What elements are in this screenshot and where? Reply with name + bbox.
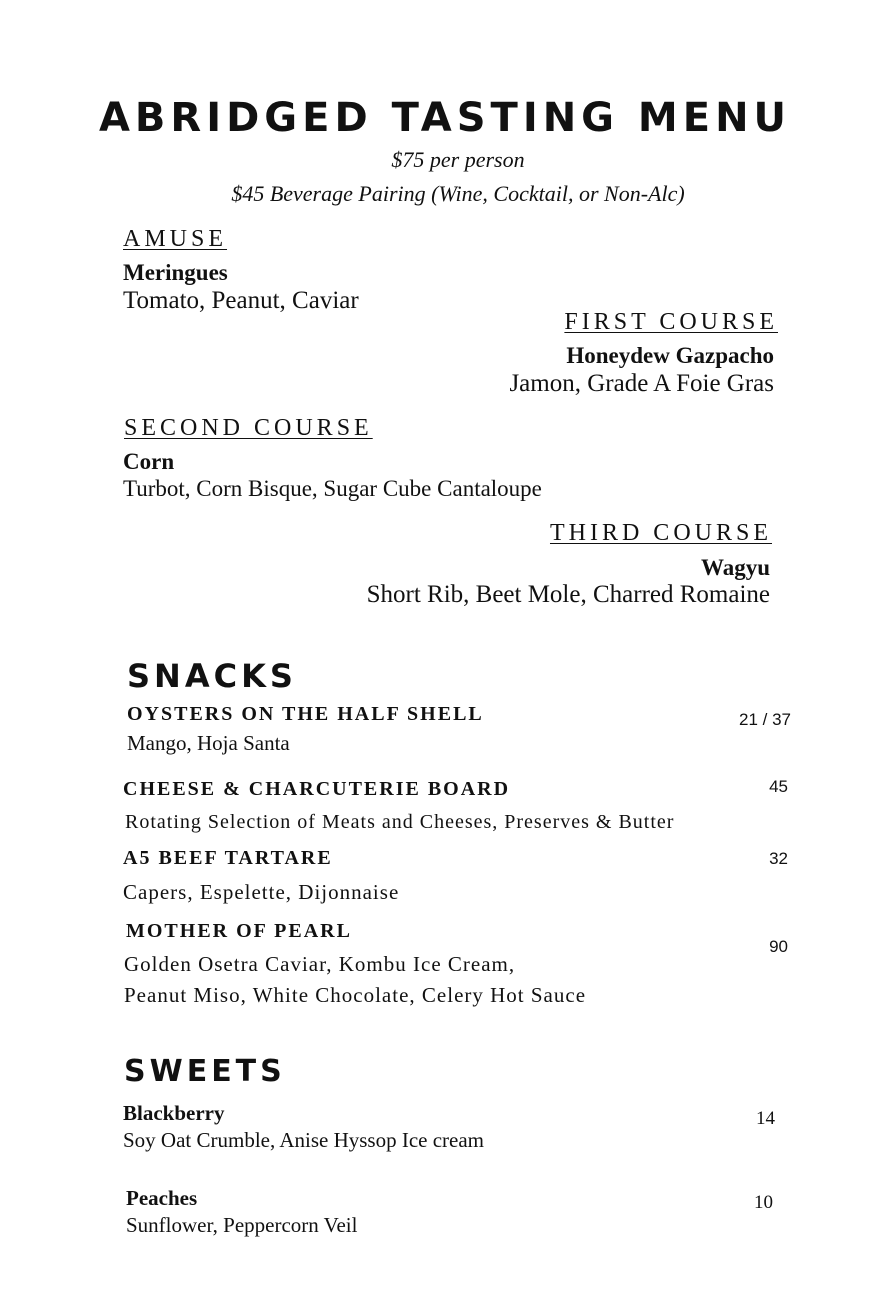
snack-price: 21 / 37	[739, 710, 791, 729]
snack-name: MOTHER OF PEARL	[126, 920, 352, 942]
first-course-dish: Honeydew Gazpacho	[566, 343, 774, 368]
menu-title: ABRIDGED TASTING MENU	[98, 95, 792, 141]
amuse-description: Tomato, Peanut, Caviar	[123, 287, 359, 314]
sweet-price: 14	[756, 1108, 775, 1129]
snack-price: 32	[769, 849, 788, 868]
snack-description: Rotating Selection of Meats and Cheeses, Preserves & Butter	[125, 811, 675, 833]
snack-name: OYSTERS ON THE HALF SHELL	[127, 703, 484, 725]
third-course-description: Short Rib, Beet Mole, Charred Romaine	[366, 581, 770, 608]
sweet-price: 10	[754, 1192, 773, 1213]
snack-description-continued: Peanut Miso, White Chocolate, Celery Hot Sauce	[124, 983, 587, 1007]
snacks-heading: SNACKS	[127, 657, 297, 695]
sweet-description: Soy Oat Crumble, Anise Hyssop Ice cream	[123, 1128, 485, 1152]
beverage-pairing: $45 Beverage Pairing (Wine, Cocktail, or Non-Alc)	[231, 181, 685, 206]
second-course-dish: Corn	[123, 449, 175, 474]
price-per-person: $75 per person	[391, 147, 525, 172]
sweet-name: Blackberry	[123, 1101, 225, 1125]
snack-name: CHEESE & CHARCUTERIE BOARD	[123, 778, 511, 800]
second-course-description: Turbot, Corn Bisque, Sugar Cube Cantaloupe	[123, 476, 542, 501]
third-course-heading: THIRD COURSE	[549, 520, 772, 546]
first-course-description: Jamon, Grade A Foie Gras	[509, 370, 774, 397]
snack-price: 90	[769, 937, 788, 956]
snack-description: Golden Osetra Caviar, Kombu Ice Cream,	[124, 952, 516, 976]
snack-name: A5 BEEF TARTARE	[123, 847, 333, 869]
third-course-dish: Wagyu	[700, 555, 770, 580]
amuse-heading: AMUSE	[123, 226, 228, 252]
snack-description: Capers, Espelette, Dijonnaise	[123, 880, 400, 904]
second-course-heading: SECOND COURSE	[124, 415, 373, 441]
snack-description: Mango, Hoja Santa	[127, 731, 290, 755]
amuse-dish: Meringues	[123, 260, 228, 285]
sweets-heading: SWEETS	[124, 1054, 286, 1089]
snack-price: 45	[769, 777, 788, 796]
sweet-name: Peaches	[126, 1186, 198, 1210]
sweet-description: Sunflower, Peppercorn Veil	[126, 1213, 358, 1237]
first-course-heading: FIRST COURSE	[564, 309, 778, 335]
